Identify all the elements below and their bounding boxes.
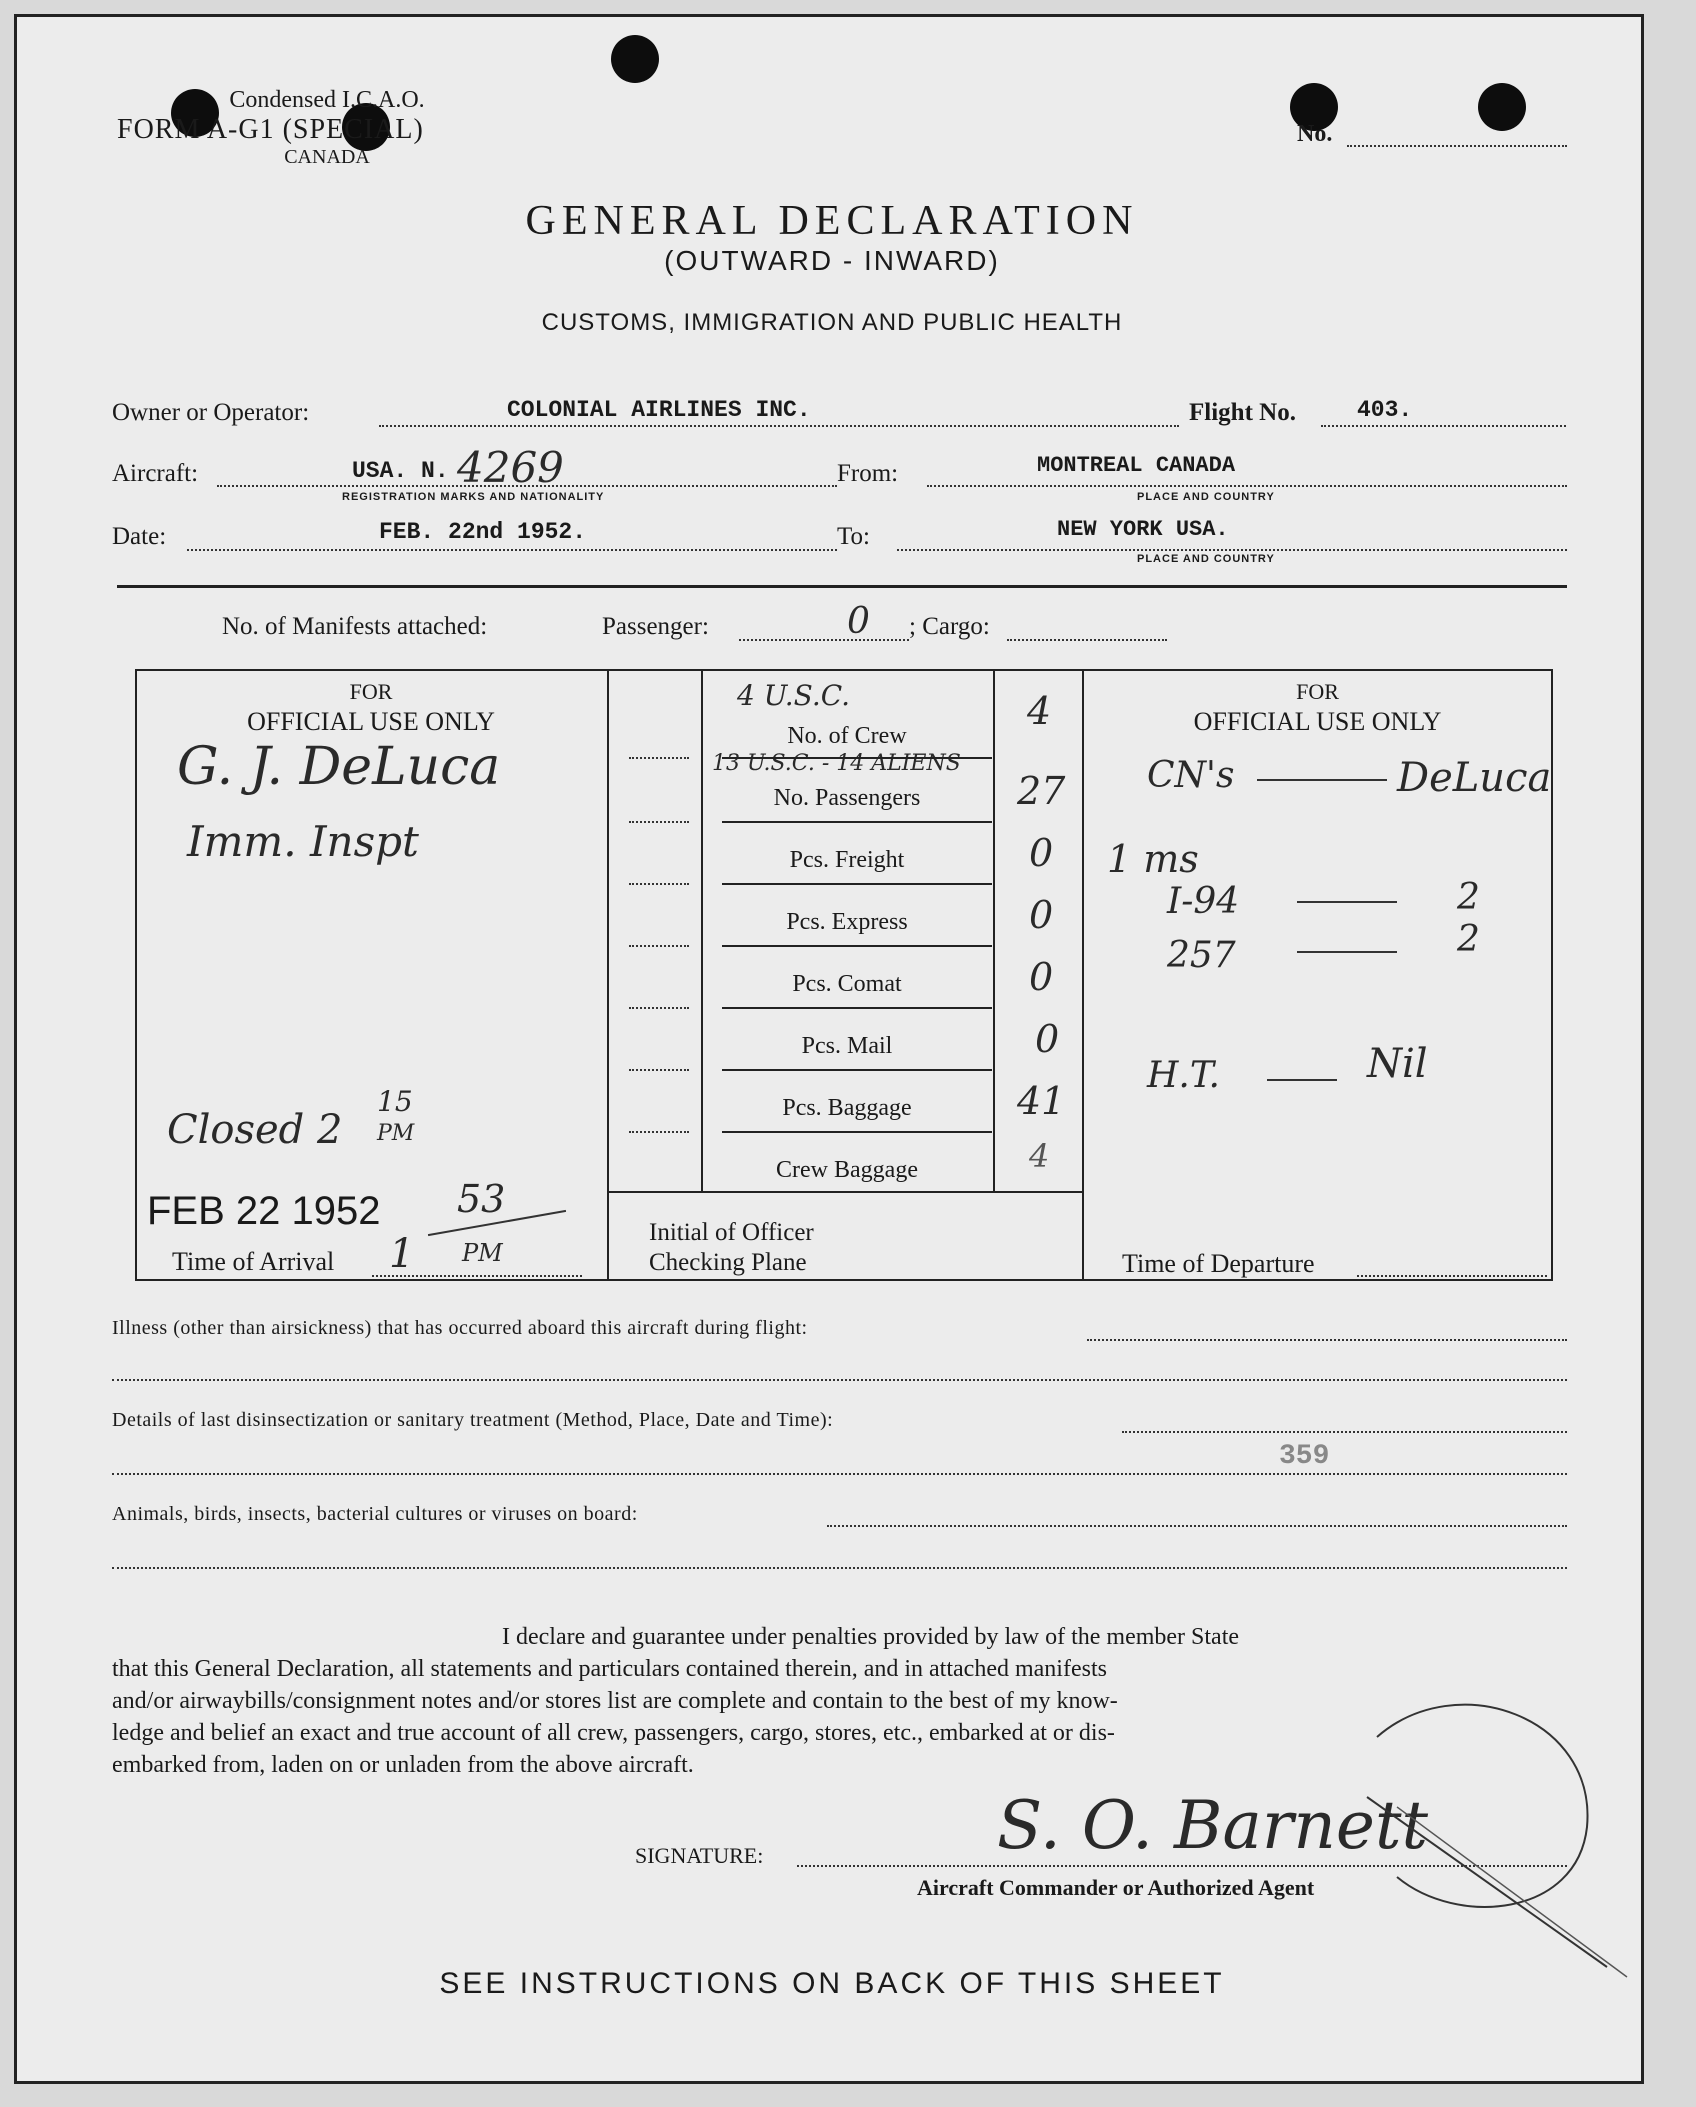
- right-note-i94-count: 2: [1457, 877, 1480, 918]
- count-left-dash: [629, 821, 689, 823]
- checking-plane-label: Checking Plane: [649, 1249, 807, 1276]
- count-value: 4: [1027, 689, 1052, 733]
- box-divider-1: [607, 669, 609, 1281]
- closed-note: Closed 2: [167, 1107, 343, 1153]
- animals-line-2: [112, 1567, 1567, 1569]
- count-rule: [722, 1131, 992, 1133]
- departure-line: [1357, 1275, 1547, 1277]
- count-value: 27: [1017, 769, 1066, 813]
- count-label: Crew Baggage: [776, 1157, 918, 1183]
- footer-instructions: SEE INSTRUCTIONS ON BACK OF THIS SHEET: [439, 1967, 1225, 2000]
- count-rule: [722, 945, 992, 947]
- form-header: [117, 87, 537, 169]
- count-label: Pcs. Comat: [792, 971, 902, 997]
- count-rule: [722, 821, 992, 823]
- right-note-257: 257: [1167, 935, 1236, 976]
- aircraft-label: Aircraft:: [112, 460, 199, 487]
- right-official-label: OFFICIAL USE ONLY: [1193, 707, 1442, 736]
- right-note-deluca: DeLuca: [1397, 755, 1552, 801]
- count-label: No. of Crew: [787, 723, 907, 749]
- officer-title: Imm. Inspt: [187, 817, 419, 866]
- right-note-dash-1: [1257, 779, 1387, 781]
- count-left-dash: [629, 1069, 689, 1071]
- count-row: [701, 719, 993, 759]
- punch-hole-5: [1478, 83, 1526, 131]
- commander-signature: S. O. Barnett: [997, 1787, 1429, 1864]
- arrival-minutes: 53: [457, 1177, 506, 1221]
- count-row: [701, 905, 993, 945]
- declaration-sheet: [14, 14, 1644, 2084]
- aircraft-caption: REGISTRATION MARKS AND NATIONALITY: [342, 491, 605, 503]
- aircraft-handwritten: 4269: [457, 443, 564, 492]
- counts-right-rule: [993, 669, 995, 1191]
- count-row: [701, 1091, 993, 1131]
- count-left-dash: [629, 883, 689, 885]
- passenger-value: 0: [847, 601, 870, 642]
- declaration-line: and/or airwaybills/consignment notes and/or stores list are complete and contain to the best of my know-: [112, 1688, 1118, 1714]
- count-left-dash: [629, 1007, 689, 1009]
- count-row: [701, 1153, 993, 1191]
- date-label: Date:: [112, 523, 167, 550]
- right-note-dash-4: [1267, 1079, 1337, 1081]
- form-number-label: No.: [1297, 121, 1333, 147]
- animals-line-1: [827, 1525, 1567, 1527]
- flight-value: 403.: [1357, 397, 1413, 423]
- crew-note: 4 U.S.C.: [737, 679, 851, 712]
- right-note-ms: 1 ms: [1107, 837, 1199, 881]
- page-title: GENERAL DECLARATION: [525, 198, 1139, 244]
- to-value: NEW YORK USA.: [1057, 517, 1229, 542]
- closed-minutes: 15: [377, 1085, 413, 1118]
- count-left-dash: [629, 757, 689, 759]
- right-for-label: FOR: [1296, 679, 1339, 704]
- initial-officer-label: Initial of Officer: [649, 1219, 814, 1246]
- to-caption: PLACE AND COUNTRY: [1137, 553, 1275, 565]
- count-label: Pcs. Express: [786, 909, 908, 935]
- date-line: [187, 549, 837, 551]
- count-value: 4: [1029, 1137, 1050, 1175]
- closed-pm: PM: [377, 1121, 415, 1146]
- from-label: From:: [837, 460, 899, 487]
- left-for-label: FOR: [349, 679, 393, 704]
- signature-label: SIGNATURE:: [635, 1843, 764, 1868]
- right-note-ht: H.T.: [1147, 1055, 1221, 1096]
- form-header-line1: Condensed I.C.A.O.: [229, 87, 425, 113]
- illness-label: Illness (other than airsickness) that has occurred aboard this aircraft during flight:: [112, 1317, 808, 1339]
- cargo-line: [1007, 639, 1167, 641]
- count-rule: [722, 757, 992, 759]
- declaration-line: I declare and guarantee under penalties provided by law of the member State: [502, 1624, 1240, 1650]
- section-title: CUSTOMS, IMMIGRATION AND PUBLIC HEALTH: [541, 309, 1123, 336]
- disinsect-label: Details of last disinsectization or sanitary treatment (Method, Place, Date and Time):: [112, 1409, 834, 1431]
- count-label: Pcs. Baggage: [782, 1095, 912, 1121]
- page-subtitle: (OUTWARD - INWARD): [664, 245, 1000, 276]
- arrival-pm: PM: [462, 1239, 503, 1267]
- count-value: 0: [1029, 955, 1054, 999]
- right-note-dash-3: [1297, 951, 1397, 953]
- count-rule: [722, 1007, 992, 1009]
- counts-bottom-rule: [607, 1191, 1082, 1193]
- right-note-i94: I-94: [1167, 881, 1240, 922]
- count-left-dash: [629, 945, 689, 947]
- flight-label: Flight No.: [1189, 399, 1296, 426]
- animals-label: Animals, birds, insects, bacterial cultures or viruses on board:: [112, 1503, 638, 1525]
- punch-hole-3: [611, 35, 659, 83]
- count-row: [701, 1029, 993, 1069]
- right-note-nil: Nil: [1367, 1041, 1428, 1087]
- signature-flourish: [1337, 1677, 1637, 1987]
- count-left-dash: [629, 1131, 689, 1133]
- passenger-label: Passenger:: [602, 613, 709, 640]
- count-value: 0: [1029, 893, 1054, 937]
- form-header-line2: FORM A-G1 (SPECIAL): [117, 114, 424, 145]
- right-note-257-count: 2: [1457, 919, 1480, 960]
- count-label: Pcs. Mail: [801, 1033, 893, 1059]
- form-number-line: [1347, 145, 1567, 147]
- disinsect-line-2: [112, 1473, 1567, 1475]
- disinsect-number: 359: [1279, 1441, 1330, 1472]
- owner-line: [379, 425, 1179, 427]
- disinsect-line-1: [1122, 1431, 1567, 1433]
- illness-line-2: [112, 1379, 1567, 1381]
- departure-label: Time of Departure: [1122, 1249, 1315, 1278]
- aircraft-value: USA. N.: [352, 458, 449, 484]
- count-rule: [722, 883, 992, 885]
- officer-signature: G. J. DeLuca: [177, 737, 501, 797]
- to-line: [897, 549, 1567, 551]
- form-header-line3: CANADA: [284, 146, 370, 168]
- date-value: FEB. 22nd 1952.: [379, 519, 587, 545]
- passenger-note: 13 U.S.C. - 14 ALIENS: [712, 751, 961, 776]
- arrival-label: Time of Arrival: [172, 1247, 335, 1276]
- count-label: No. Passengers: [773, 785, 921, 811]
- passenger-line: [739, 639, 909, 641]
- arrival-hour: 1: [389, 1231, 415, 1277]
- manifests-label: No. of Manifests attached:: [222, 613, 488, 640]
- count-rule: [722, 1069, 992, 1071]
- count-row: [701, 843, 993, 883]
- count-row: [701, 781, 993, 821]
- cargo-label: ; Cargo:: [909, 613, 990, 640]
- from-caption: PLACE AND COUNTRY: [1137, 491, 1275, 503]
- count-value: 0: [1035, 1017, 1060, 1061]
- flight-line: [1321, 425, 1566, 427]
- count-row: [701, 967, 993, 1007]
- declaration-line: that this General Declaration, all statements and particulars contained therein, and in attached manifests: [112, 1656, 1107, 1682]
- declaration-line: ledge and belief an exact and true account of all crew, passengers, cargo, stores, etc., embarked at or dis-: [112, 1720, 1115, 1746]
- from-value: MONTREAL CANADA: [1037, 453, 1236, 478]
- header-rule: [117, 585, 1567, 588]
- declaration-line: embarked from, laden on or unladen from the above aircraft.: [112, 1752, 694, 1778]
- illness-line-1: [1087, 1339, 1567, 1341]
- to-label: To:: [837, 523, 870, 550]
- right-note-dash-2: [1297, 901, 1397, 903]
- count-value: 0: [1029, 831, 1054, 875]
- owner-value: COLONIAL AIRLINES INC.: [507, 397, 811, 423]
- count-value: 41: [1017, 1079, 1066, 1123]
- box-divider-2: [1082, 669, 1084, 1281]
- arrival-date-stamp: FEB 22 1952: [147, 1189, 381, 1233]
- signature-caption: Aircraft Commander or Authorized Agent: [917, 1875, 1315, 1900]
- from-line: [927, 485, 1567, 487]
- count-label: Pcs. Freight: [789, 847, 905, 873]
- left-official-label: OFFICIAL USE ONLY: [247, 707, 495, 736]
- right-note-cns: CN's: [1147, 755, 1235, 796]
- owner-label: Owner or Operator:: [112, 399, 310, 426]
